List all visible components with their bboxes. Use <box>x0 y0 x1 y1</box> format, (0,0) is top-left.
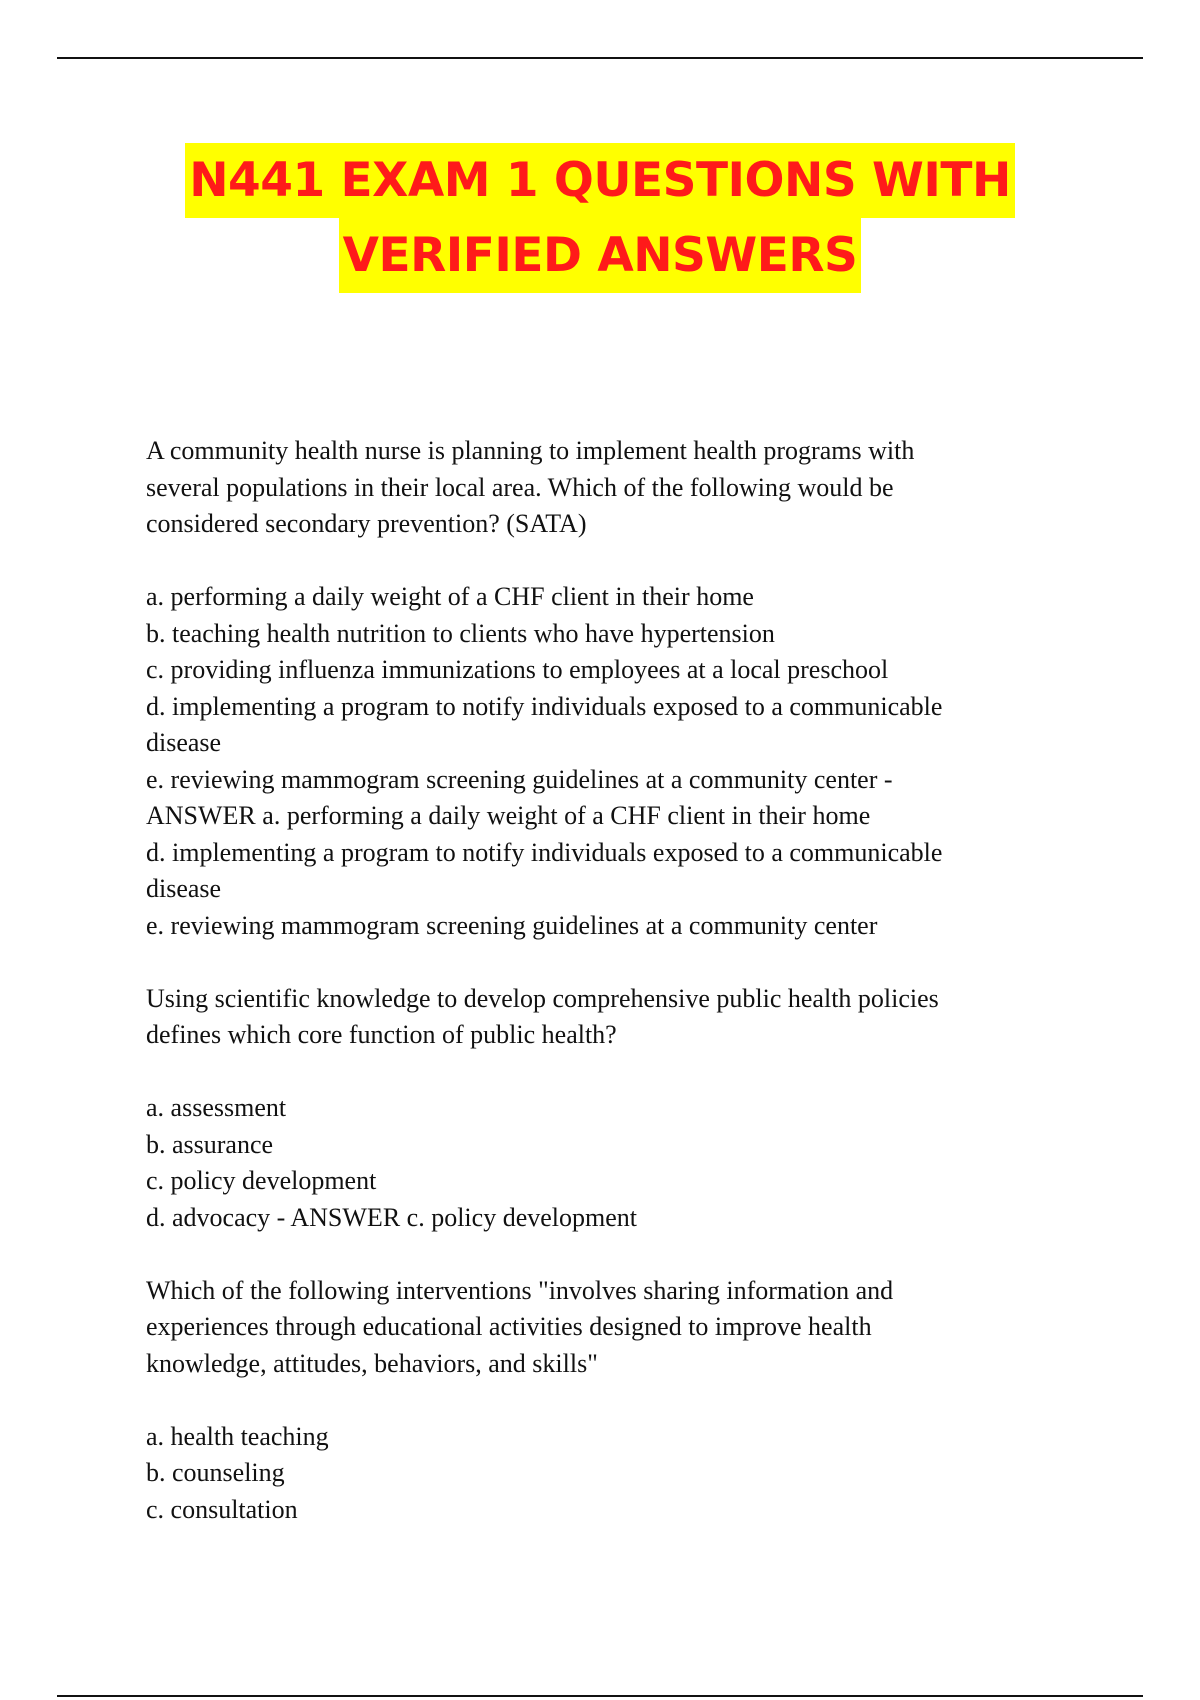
answer-line: ANSWER a. performing a daily weight of a CHF client in their home <box>146 801 871 830</box>
question-1-options-answer <box>146 579 1076 944</box>
text-line: defines which core function of public health? <box>146 1020 617 1049</box>
question-3-options <box>146 1419 1076 1529</box>
option-line: disease <box>146 728 222 757</box>
document-body <box>146 433 1076 1565</box>
text-line: Using scientific knowledge to develop comprehensive public health policies <box>146 983 939 1013</box>
option-line: e. reviewing mammogram screening guidelines at a community center - <box>146 764 893 794</box>
question-2-stem <box>146 981 1076 1054</box>
text-line: experiences through educational activities designed to improve health <box>146 1312 872 1341</box>
title-line-1: N441 EXAM 1 QUESTIONS WITH <box>185 143 1015 218</box>
text-line: considered secondary prevention? (SATA) <box>146 509 587 538</box>
answer-line: d. advocacy - ANSWER c. policy development <box>146 1202 637 1232</box>
top-rule <box>57 57 1143 59</box>
bottom-rule <box>57 1695 1143 1697</box>
option-line: c. policy development <box>146 1166 377 1195</box>
answer-line: e. reviewing mammogram screening guidelines at a community center <box>146 910 878 940</box>
question-3-stem <box>146 1273 1076 1383</box>
text-line: several populations in their local area. Which of the following would be <box>146 472 894 502</box>
answer-line: d. implementing a program to notify individuals exposed to a communicable <box>146 837 943 867</box>
text-line: Which of the following interventions "involves sharing information and <box>146 1275 894 1305</box>
text-line: knowledge, attitudes, behaviors, and skills" <box>146 1348 598 1378</box>
option-line: c. providing influenza immunizations to employees at a local preschool <box>146 655 889 684</box>
option-line: b. assurance <box>146 1129 274 1159</box>
text-line: A community health nurse is planning to implement health programs with <box>146 436 915 465</box>
answer-line: disease <box>146 874 222 903</box>
option-line: b. teaching health nutrition to clients who have hypertension <box>146 618 775 648</box>
option-line: a. assessment <box>146 1093 287 1122</box>
option-line: a. health teaching <box>146 1421 329 1451</box>
question-1-stem <box>146 433 1076 543</box>
title-line-2: VERIFIED ANSWERS <box>339 218 862 293</box>
question-2-options-answer <box>146 1090 1076 1236</box>
option-line: c. consultation <box>146 1494 298 1524</box>
document-title <box>0 143 1200 293</box>
option-line: b. counseling <box>146 1458 285 1487</box>
option-line: d. implementing a program to notify individuals exposed to a communicable <box>146 691 943 721</box>
option-line: a. performing a daily weight of a CHF client in their home <box>146 582 754 611</box>
